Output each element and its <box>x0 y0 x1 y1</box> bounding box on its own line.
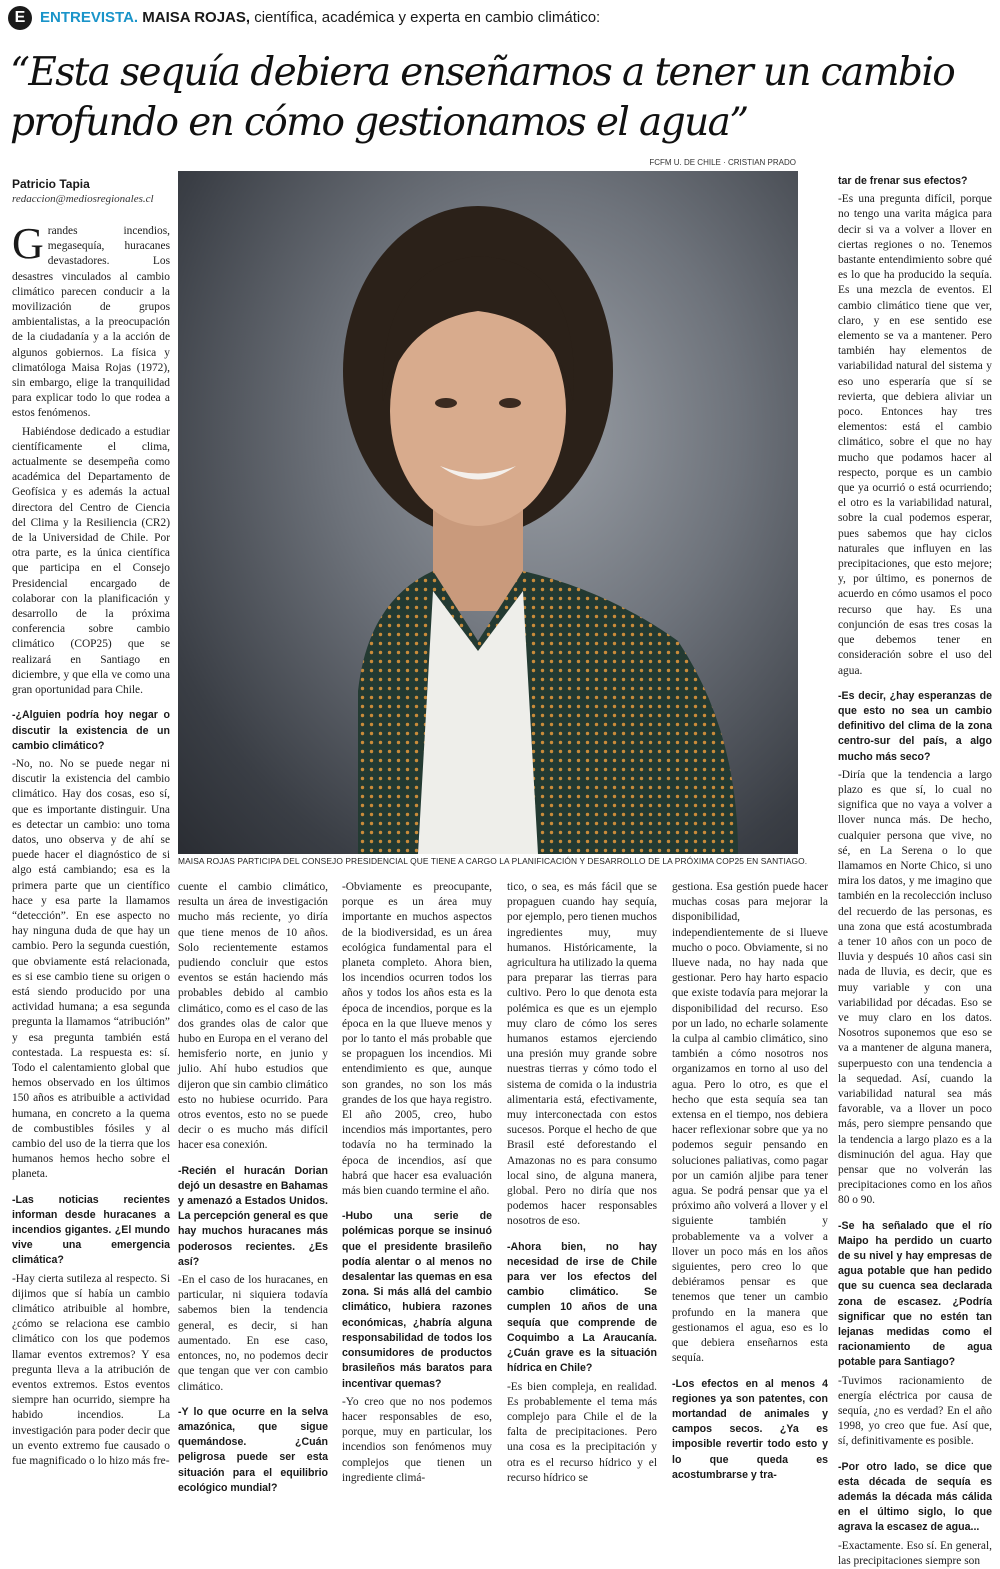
letter-e-badge-icon: E <box>8 6 32 30</box>
photo-credit: FCFM U. DE CHILE · CRISTIAN PRADO <box>649 158 796 167</box>
section-header <box>8 6 992 32</box>
body-paragraph: Habiéndose dedicado a estudiar científicamente el clima, actualmente se desempeña como académica del Departamento de Geofísica y es además la actual directora del Centro de Ciencia del Clima y la Resiliencia (CR2) de la Universidad de Chile. Por otra parte, es la única científica que participa en el Consejo Presidencial encargado de colaborar con la planificación y desarrollo de la próxima conferencia sobre cambio climático (COP25) que se realizará en Santiago en diciembre, y que ella ve como una gran oportunidad para Chile. <box>12 425 170 697</box>
headline: “Esta sequía debiera enseñarnos a tener un cambio profundo en cómo gestionamos el agua” <box>10 50 955 145</box>
interview-answer: -No, no. No se puede negar ni discutir la existencia del cambio climático. Hay dos cosas, eso sí, que es importante distinguir. Una es detectar un cambio: uno toma datos, uno observa y de ahí se puede hacer el diagnóstico de si algo está cambiando; esa es la primera parte que un científico hace y esa parte la llamamos “detección”. En ese aspecto no hay ninguna duda de que hay un cambio. Pero la segunda cuestión, que obviamente está relacionada, es si ese cambio tiene su origen o está siendo producido por una actividad humana; a esa segunda pregunta la llamamos “atribución” y esa pregunta también está contestada. La respuesta es: sí. Todo el calentamiento global que hemos observado en los últimos 150 años es atribuible a actividad humana, en concreto a la quema de combustibles fósiles y al cambio del uso de la tierra que los humanos hemos hecho sobre el planeta. <box>12 757 170 1181</box>
article-column-3 <box>342 880 492 1484</box>
interview-answer: -En el caso de los huracanes, en particular, ni siquiera todavía sabemos bien la tendencia general, es decir, si han aumentado. En ese caso, entonces, no, no podemos decir que tengan que ver con cambio climático. <box>178 1274 328 1393</box>
interview-question: -Y lo que ocurre en la selva amazónica, que sigue quemándose. ¿Cuán peligrosa puede ser esta situación para el equilibrio ecológico mundial? <box>178 1405 328 1494</box>
interview-answer: cuente el cambio climático, resulta un área de investigación mucho más reciente, yo diría que tiene menos de 10 años. Solo recientemente estamos pudiendo concluir que estos eventos se están haciendo más probables debido al cambio climático, como es el caso de las dos grandes olas de calor que hubo en Europa en el verano del hemisferio norte, en junio y julio. Ahí hubo estudios que dijeron que sin cambio climático esto no hubiese ocurrido. Para otros eventos, esto no se puede decir o es mucho más difícil hacer esa conexión. <box>178 881 328 1152</box>
interview-question: -Por otro lado, se dice que esta década de sequía es además la década más cálida en el último siglo, lo que agrava la escasez de agua... <box>838 1460 992 1534</box>
portrait-photo <box>178 171 798 854</box>
lead-paragraph: Grandes incendios, megasequía, huracanes devastadores. Los desastres vinculados al cambio climático parecen conducir a la movilización de grupos ambientalistas, a la preocupación de la ciudadanía y a la acción de algunos gobiernos. La física y climatóloga Maisa Rojas (1972), sin embargo, elige la tranquilidad para explicar todo lo que rodea a estos fenómenos. <box>12 219 170 420</box>
interview-answer: gestiona. Esa gestión puede hacer muchas cosas para mejorar la disponibilidad, independientemente de si llueve mucho o poco. Obviamente, si no llueve nada, no hay nada que gestionar. Pero hay harto espacio que existe todavía para mejorar la disponibilidad del recurso. Eso por un lado, no echarle solamente la culpa al cambio climático, sino también a cómo nosotros nos organizamos en torno al uso del agua. Pero lo otro, es que el hecho que esta sequía sea tan extensa en el tiempo, nos debiera hacer reflexionar sobre que ya no podemos seguir pensando en soluciones paliativas, como pagar por un camión aljibe para tener agua. Se podrá pensar que ya el próximo año volverá a llover y el siguiente también y probablemente va a volver a llover un poco más en los años siguientes, pero creo lo que debiéramos pensar es que tenemos que tener un cambio profundo en la manera que gestionamos el agua, eso es lo que debiera enseñarnos esta sequía. <box>672 881 828 1365</box>
article-column-1 <box>12 219 170 1468</box>
interview-question: tar de frenar sus efectos? <box>838 175 968 187</box>
interview-question: -Las noticias recientes informan desde huracanes a incendios gigantes. ¿El mundo vive una emergencia climática? <box>12 1193 170 1267</box>
author-name: Patricio Tapia <box>12 177 90 191</box>
interview-answer: -Hay cierta sutileza al respecto. Si dijimos que sí había un cambio climático atribuible al hombre, ¿cómo se relaciona ese cambio climático con los que podemos llamar eventos extremos? Y esa pregunta lleva a la atribución de eventos extremos. Estos eventos siempre han ocurrido, siempre ha habido incendios. La investigación para poder decir que un evento extremo fue causado o fue magnificado o lo hizo más fre- <box>12 1272 170 1468</box>
byline <box>12 176 172 207</box>
interview-answer: -Obviamente es preocupante, porque es un área muy importante en muchos aspectos de la biodiversidad, es un área ecológica fundamental para el planeta completo. Ahora bien, los incendios ocurren todos los años y todos los años esta es la época de incendios, porque es la época en la que llueve menos y por lo tanto el más probable que se propaguen los incendios. Mi entendimiento es que, aunque son grandes, no son los más grandes de los que haya registro. El año 2005, creo, hubo incendios más importantes, pero todavía no ha terminado la época de incendios, así que habrá que hacer esa evaluación más bien cuando termine el año. <box>342 881 492 1198</box>
interview-answer: tico, o sea, es más fácil que se propaguen cuando hay sequía, por ejemplo, pero tienen muchos ingredientes muy, muy humanos. Históricamente, la agricultura ha utilizado la quema para preparar las tierras para cultivo. Pero lo que denota esta polémica es que es un ejemplo muy claro de cómo los seres humanos estamos ejerciendo una presión muy grande sobre nuestras tierras y cómo todo el sistema de comida o la industria alimentaria está, efectivamente, muy interconectada con estos sucesos. Porque el hecho de que Brasil esté deforestando el Amazonas no es para consumo local sino, de alguna manera, global. Pero no diría que nos podemos hacer responsables nosotros de eso. <box>507 881 657 1228</box>
portrait-illustration <box>178 171 798 854</box>
interview-answer: -Exactamente. Eso sí. En general, las precipitaciones siempre son <box>838 1539 992 1567</box>
kicker-line <box>40 8 600 28</box>
article-column-5 <box>672 880 828 1481</box>
interview-answer: -Tuvimos racionamiento de energía eléctrica por causa de sequía, ¿no es verdad? En el año 1998, yo creo que fue. Así que, sí, definitivamente es posible. <box>838 1374 992 1448</box>
interview-answer: -Es bien compleja, en realidad. Es probablemente el tema más complejo para Chile el de la falta de precipitaciones. Pero una cosa es la precipitación y otra es el recurso hídrico y el recurso hídrico se <box>507 1380 657 1484</box>
interview-question: -Es decir, ¿hay esperanzas de que esto no sea un cambio definitivo del clima de la zona centro-sur del país, a algo mucho más seco? <box>838 689 992 763</box>
interview-question: -Recién el huracán Dorian dejó un desastre en Bahamas y amenazó a Estados Unidos. La percepción general es que hay muchos huracanes más poderosos recientes. ¿Es así? <box>178 1164 328 1268</box>
interviewee-name: MAISA ROJAS, <box>142 9 251 26</box>
author-email: redaccion@mediosregionales.cl <box>12 193 154 205</box>
interview-answer: -Diría que la tendencia a largo plazo es que sí, lo cual no significa que no vaya a volver a llover nunca más. De hecho, cualquier persona que vive, no sé, en La Serena o lo que llamamos en Norte Chico, si uno mira los datos, y me imagino que también en la recolección incluso del recuerdo de las personas, es una zona que está acostumbrada a tener 10 años con un poco de lluvia y después 10 años casi sin nada de lluvia, es decir, que es muy variable y con una variabilidad por décadas. Eso se ve muy claro en los datos. Nosotros suponemos que eso se va a mantener de alguna manera, superpuesto con una tendencia a la sequedad. Así, cuando la variabilidad natural sea más favorable, va a llover un poco más, pero siempre pensando que la tendencia a largo plazo es a la disminución del agua. Hay que pensar que no volverán las precipitaciones como en los años 80 o 90. <box>838 768 992 1207</box>
article-column-4 <box>507 880 657 1484</box>
interview-answer: -Yo creo que no nos podemos hacer responsables de eso, porque, muy en particular, los incendios son fenómenos muy complejos que tienen un ingrediente climá- <box>342 1395 492 1484</box>
interview-question: -Ahora bien, no hay necesidad de irse de Chile para ver los efectos del cambio climático. Se cumplen 10 años de una sequía que comprende de Coquimbo a La Araucanía. ¿Cuán grave es la situación hídrica en Chile? <box>507 1240 657 1375</box>
article-column-6 <box>838 174 992 1567</box>
interview-answer: -Es una pregunta difícil, porque no tengo una varita mágica para decir si va a volver a llover en ciertas regiones o no. Tenemos bastante entendimiento sobre qué es lo que ha producido la sequía. Es una mezcla de eventos. El cambio climático tiene que ver, claro, y en ese sentido ese elemento se va a mantener. Pero también hay elementos de variabilidad natural del sistema y eso uno esperaría que sí se revierta, que debiera aliviar un poco. Entonces hay tres elementos: está el cambio climático, sobre el que no hay mucho que podamos hacer al respecto, porque es un cambio que ya ocurrió o está ocurriendo; el otro es la variabilidad natural, sobre la cual podemos esperar, pues sabemos que hay ciclos naturales que influyen en las precipitaciones, que esto mejore; y, por último, es ponernos de acuerdo en cómo usamos el poco recurso que hay. Es una conjunción de esas tres cosas la que debemos tener en consideración sobre el uso del agua. <box>838 193 992 677</box>
photo-caption: MAISA ROJAS PARTICIPA DEL CONSEJO PRESIDENCIAL QUE TIENE A CARGO LA PLANIFICACIÓN Y DESARROLLO DE LA PRÓXIMA COP25 EN SANTIAGO. <box>178 856 808 866</box>
interview-question: -¿Alguien podría hoy negar o discutir la existencia de un cambio climático? <box>12 709 170 752</box>
interviewee-description: científica, académica y experta en cambio climático: <box>254 9 601 26</box>
interview-question: -Hubo una serie de polémicas porque se insinuó que el presidente brasileño podía alentar o al menos no desalentar las quemas en esa zona. Si más allá del cambio climático, hubiera razones económicas, ¿habría alguna responsabilidad de todos los consumidores de productos brasileños más baratos para incentivar quemas? <box>342 1210 492 1390</box>
article-column-2 <box>178 880 328 1494</box>
interview-question: -Los efectos en al menos 4 regiones ya son patentes, con mortandad de animales y campos secos. ¿Ya es imposible revertir todo esto y lo que queda es acostumbrarse y tra- <box>672 1377 828 1481</box>
interview-question: -Se ha señalado que el río Maipo ha perdido un cuarto de su nivel y hay empresas de agua potable que han pedido que su cuenca sea declarada zona de escasez. ¿Podría significar que no estén tan lejanas medidas como el racionamiento de agua potable para Santiago? <box>838 1219 992 1369</box>
section-label: ENTREVISTA. <box>40 9 139 26</box>
